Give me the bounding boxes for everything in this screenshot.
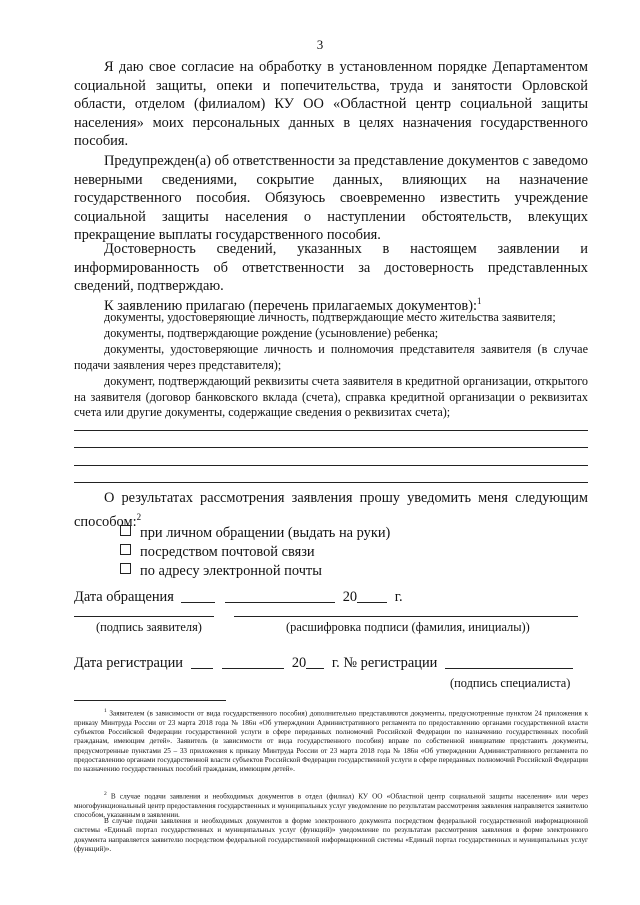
footnote-2	[74, 790, 588, 820]
reg-day-field[interactable]	[191, 655, 213, 669]
blank-line[interactable]	[74, 482, 588, 483]
warning-paragraph: Предупрежден(а) об ответственности за представление документов с заведомо неверными сведениями, сокрытие данных, влияющих на назначение государственного пособия. Обязуюсь своевременно известить учреждение социальной защиты населения о наступлении обстоятельств, влекущих прекращение выплаты государственного пособия.	[74, 153, 588, 243]
checkbox[interactable]	[120, 563, 131, 574]
reg-number-label: г. № регистрации	[331, 655, 438, 671]
option-label: при личном обращении (выдать на руки)	[140, 525, 391, 541]
footnote-text: В случае подачи заявления и необходимых документов в отдел (филиал) КУ ОО «Областной центр социальной защиты населения» или через многофункциональный центр предоставления государственных и муниципальных услуг уведомление по результатам рассмотрения заявления направляется заявителю способом, указанным в заявлении.	[74, 792, 588, 819]
application-date-label: Дата обращения	[74, 589, 174, 605]
document-item: документы, подтверждающие рождение (усыновление) ребенка;	[104, 326, 439, 340]
reg-month-field[interactable]	[222, 655, 284, 669]
blank-line[interactable]	[74, 447, 588, 448]
footnote-1	[74, 707, 588, 774]
footnote-separator	[74, 700, 226, 701]
document-item: документы, удостоверяющие личность, подтверждающие место жительства заявителя;	[104, 310, 556, 324]
registration-date-label: Дата регистрации	[74, 655, 184, 671]
registration-row	[74, 655, 573, 672]
year-prefix: 20	[342, 589, 358, 605]
day-field[interactable]	[181, 589, 215, 603]
checkbox[interactable]	[120, 525, 131, 536]
option-in-person[interactable]	[120, 524, 390, 542]
option-email[interactable]	[120, 562, 322, 580]
attachments-intro-text: К заявлению прилагаю (перечень прилагаемых документов):	[104, 297, 478, 314]
document-item: документы, удостоверяющие личность и полномочия представителя заявителя (в случае подачи заявления через представителя);	[74, 342, 588, 372]
reg-year-prefix: 20	[291, 655, 307, 671]
signature-decoding-line[interactable]	[234, 616, 578, 617]
checkbox[interactable]	[120, 544, 131, 555]
decoding-caption: (расшифровка подписи (фамилия, инициалы))	[286, 620, 530, 634]
notify-intro-text: О результатах рассмотрения заявления прошу уведомить меня следующим способом:	[74, 490, 588, 530]
consent-paragraph: Я даю свое согласие на обработку в установленном порядке Департаментом социальной защиты, опеки и попечительства, труда и занятости Орловской области, отделом (филиалом) КУ ОО «Областной центр социальной защиты населения» моих персональных данных в целях назначения государственного пособия.	[74, 59, 588, 149]
footnote-text: В случае подачи заявления и необходимых документов в форме электронного документа посредством федеральной государственной информационной системы «Единый портал государственных и муниципальных услуг (функций)» уведомление по результатам рассмотрения заявления в форме электронного документа направляется заявителю посредством федеральной государственной информационной системы «Единый портал государственных и муниципальных услуг (функций)».	[74, 817, 588, 853]
footnote-ref-2: 2	[136, 511, 142, 522]
reliability-paragraph: Достоверность сведений, указанных в настоящем заявлении и информированность об ответственности за достоверность представленных сведений, подтверждаю.	[74, 241, 588, 294]
specialist-signature-caption: (подпись специалиста)	[450, 676, 571, 690]
year-suffix: г.	[394, 589, 403, 605]
option-label: посредством почтовой связи	[140, 544, 315, 560]
option-post[interactable]	[120, 543, 315, 561]
reg-number-field[interactable]	[445, 655, 573, 669]
year-field[interactable]	[357, 589, 387, 603]
application-date-row	[74, 589, 403, 606]
footnote-text: Заявителем (в зависимости от вида государственного пособия) дополнительно представляются документы, предусмотренные пунктом 24 приложения к приказу Минтруда России от 23 марта 2018 года № 186н «Об утверждении Административного регламента по предоставлению органами государственной власти субъектов Российской Федерации государственной услуги в сфере переданных полномочий Российской Федерации по назначению государственных пособий гражданам, имеющим детей». Заявитель (в зависимости от вида государственного пособия) вправе по собственной инициативе представить документы, предусмотренные пунктами 25 – 33 приложения к приказу Минтруда России от 23 марта 2018 года № 186н «Об утверждении Административного регламента по предоставлению органами государственной власти субъектов Российской Федерации государственной услуги в сфере переданных полномочий Российской Федерации по назначению государственных пособий гражданам, имеющим детей».	[74, 709, 588, 774]
footnote-ref-1: 1	[477, 296, 482, 306]
document-item: документ, подтверждающий реквизиты счета заявителя в кредитной организации, открытого на заявителя (договор банковского вклада (счета), справка кредитной организации о реквизитах счета или другие документы, содержащие сведения о реквизитах счета);	[74, 374, 588, 420]
month-field[interactable]	[225, 589, 335, 603]
blank-line[interactable]	[74, 430, 588, 431]
applicant-signature-line[interactable]	[74, 616, 214, 617]
blank-line[interactable]	[74, 465, 588, 466]
option-label: по адресу электронной почты	[140, 563, 322, 579]
footnote-mark: 1	[104, 708, 107, 714]
page-number: 3	[316, 37, 324, 52]
reg-year-field[interactable]	[306, 655, 324, 669]
footnote-3	[74, 817, 588, 854]
applicant-signature-caption: (подпись заявителя)	[96, 620, 202, 634]
footnote-mark: 2	[104, 791, 107, 797]
